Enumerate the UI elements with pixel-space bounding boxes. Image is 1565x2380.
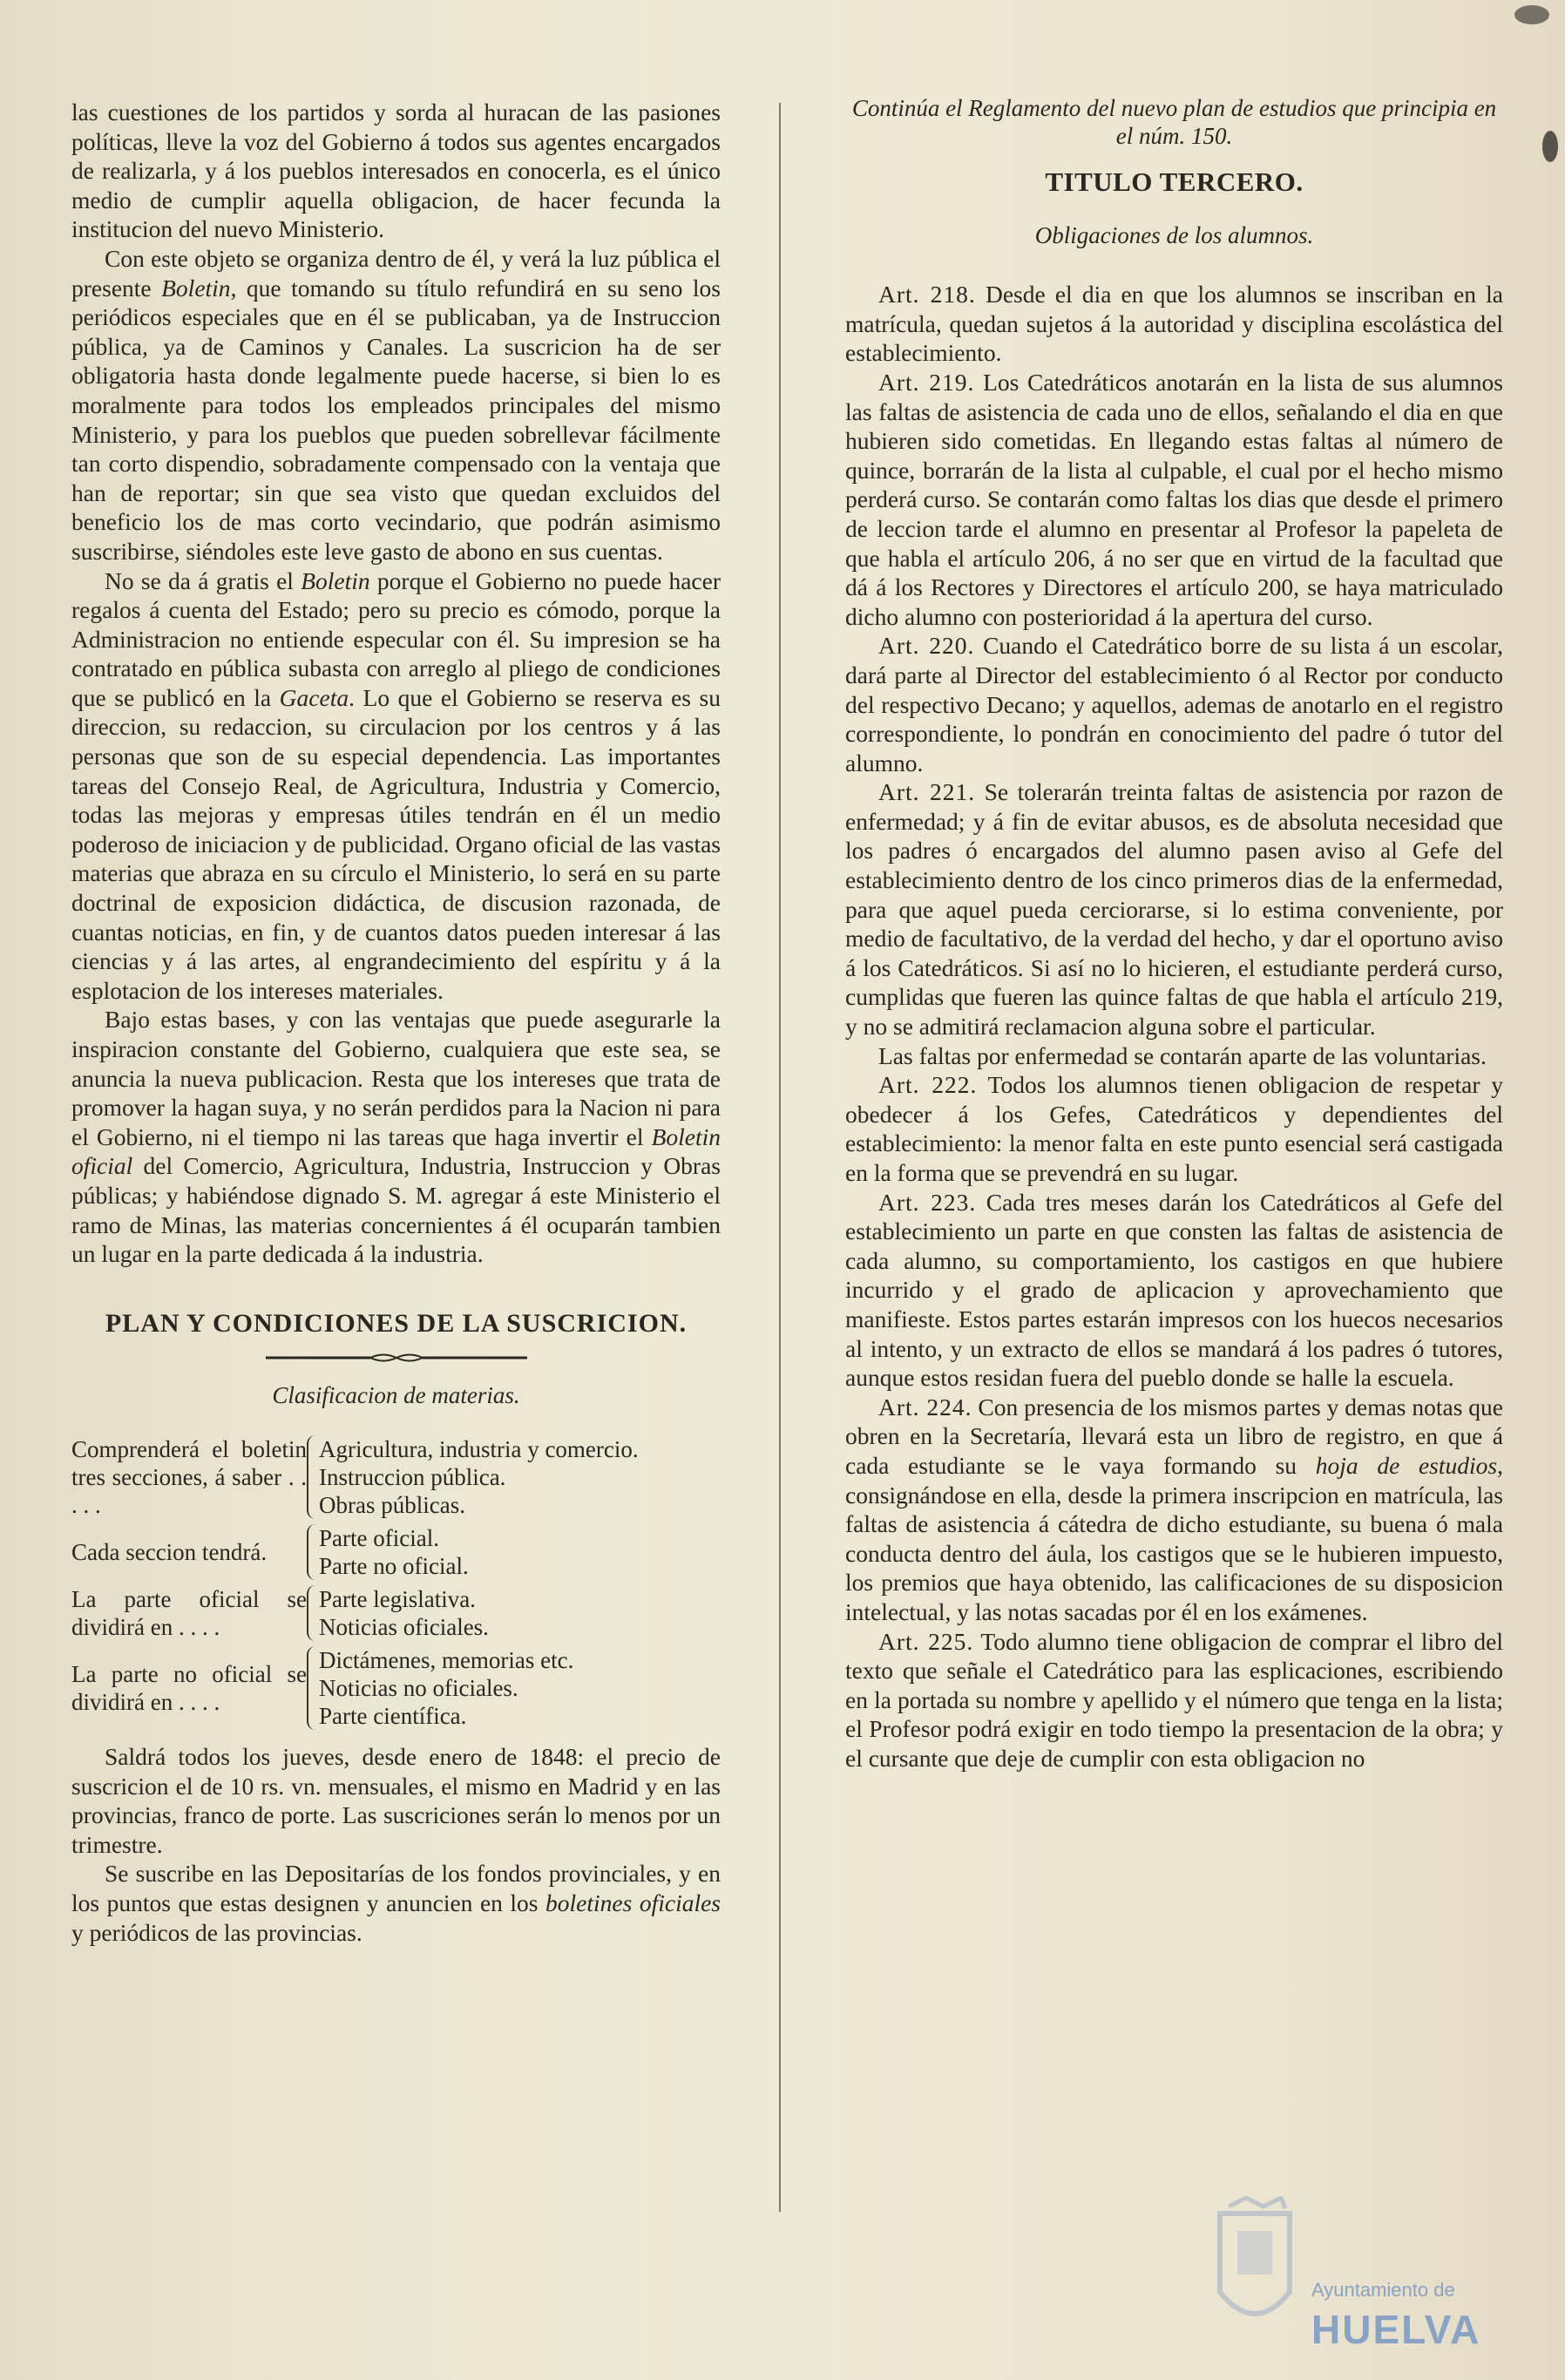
paragraph: Bajo estas bases, y con las ventajas que puede asegurarle la inspiracion constante del Gobierno, cualquiera que este sea, se anuncia la nueva publicacion. Resta que los intereses que trata de promover la hagan suya, y no serán perdidos para la Nacion ni para el Gobierno, ni el tiempo ni las tareas que haga invertir el Boletin oficial del Comercio, Agricultura, Industria, Instruccion y Obras públicas; y habiéndose dignado S. M. agregar á este Ministerio el ramo de Minas, las materias concernientes á él ocuparán tambien un lugar en la parte dedicada á la industria. bbox=[71, 1006, 721, 1268]
article-219: Art. 219. Los Catedráticos anotarán en la lista de sus alumnos las faltas de asistencia de cada uno de ellos, señalando el dia en que hubieren sido cometidas. En llegando estas faltas al número de quince, borrarán de la lista al culpable, el cual por el hecho mismo perderá curso. Se contarán como faltas los dias que desde el primero de leccion tarde el alumno en presentar al Profesor la papeleta de que habla el artículo 206, á no ser que en virtud de la facultad que dá á los Rectores y Directores el artículo 200, se haya matriculado dicho alumno con posterioridad á la apertura del curso. bbox=[845, 368, 1503, 630]
paragraph: Con este objeto se organiza dentro de él, y verá la luz pública el presente Boletin, que tomando su título refundirá en su seno los periódicos especiales que en él se publicaban, ya de Instruccion pública, ya de Caminos y Canales. La suscricion ha de ser obligatoria hasta donde legalmente puede hacerse, si bien lo es moralmente para todos los empleados principales del mismo Ministerio, y para los pueblos que pueden sobrellevar fácilmente tan corto dispendio, sobradamente compensado con la ventaja que han de reportar; sin que sea visto que quedan excluidos del beneficio los de mas corto vecindario, que podrán asimismo suscribirse, siéndoles este leve gasto de abono en sus cuentas. bbox=[71, 244, 722, 565]
classification-table bbox=[71, 1435, 721, 1735]
group-label: La parte oficial se dividirá en . . . . bbox=[71, 1585, 307, 1640]
article-224: Art. 224. Con presencia de los mismos partes y demas notas que obren en la Secretaría, llevará esta un libro de registro, en que á cada estudiante se le vaya formando su hoja de estudios, consignándose en ella, desde la primera inscripcion en matrícula, las faltas de asistencia á cátedra de dicho estudiante, su buena ó mala conducta dentro del áula, los castigos que se le hubieren impuesto, los premios que haya obtenido, las calificaciones de su disposicion intelectual, y las notas sacadas por él en los exámenes. bbox=[845, 1393, 1504, 1625]
article-221: Art. 221. Se tolerarán treinta faltas de asistencia por razon de enfermedad; y á fin de evitar abusos, es de absoluta necesidad que los padres ó encargados del alumno pasen aviso al Gefe del establecimiento dentro de los cinco primeros dias de la enfermedad, para que aquel pueda cerciorarse, si lo estima conveniente, por medio de facultativo, de la verdad del hecho, y dar el oportuno aviso á los Catedráticos. Si así no lo hicieren, el estudiante perderá curso, cumplidas que fueren las quince faltas de que habla el artículo 219, y no se admitirá reclamacion alguna sobre el particular. bbox=[845, 778, 1503, 1041]
group-items: Parte oficial. Parte no oficial. bbox=[319, 1524, 469, 1579]
section-subtitle: Obligaciones de los alumnos. bbox=[1034, 221, 1314, 248]
paragraph: Las faltas por enfermedad se contarán aparte de las voluntarias. bbox=[878, 1041, 1487, 1069]
paragraph: las cuestiones de los partidos y sorda al huracan de las pasiones políticas, lleve la voz del Gobierno á todos sus agentes encargados de realizarla, y á los pueblos interesados en conocerla, es el único medio de cumplir aquella obligacion, de hacer fecunda la institucion del nuevo Ministerio. bbox=[71, 98, 721, 243]
brace bbox=[307, 1435, 319, 1519]
ornament-divider bbox=[266, 1352, 527, 1364]
watermark-city: HUELVA bbox=[1311, 2307, 1481, 2352]
paragraph: Saldrá todos los jueves, desde enero de 1848: el precio de suscricion el de 10 rs. vn. mensuales, el mismo en Madrid y en las provincias, franco de porte. Las suscriciones serán lo menos por un trimestre. bbox=[71, 1742, 721, 1858]
brace bbox=[307, 1524, 319, 1580]
article-222: Art. 222. Todos los alumnos tienen obligacion de respetar y obedecer á los Gefes, Catedráticos y dependientes del establecimiento: la menor falta en este punto esencial será castigada en la forma que se prevendrá en su lugar. bbox=[845, 1071, 1503, 1186]
ink-smudge bbox=[1542, 131, 1558, 162]
paragraph: No se da á gratis el Boletin porque el Gobierno no puede hacer regalos á cuenta del Estado; pero su precio es cómodo, porque la Administracion no entiende especular con él. Su impresion se ha contratado en pública subasta con arreglo al pliego de condiciones que se publicó en la Gaceta. Lo que el Gobierno se reserva es su direccion, su redaccion, su circulacion por los centros y á las personas que son de su especial dependencia. Las importantes tareas del Consejo Real, de Agricultura, Industria y Comercio, todas las mejoras y empresas útiles tendrán en él un medio poderoso de iniciacion y de publicidad. Organo oficial de las vastas materias que abraza en su círculo el Ministerio, lo será en su parte doctrinal de exposicion didáctica, de discusion razonada, de cuantas noticias, en fin, y de cuantos datos pueden interesar á las ciencias y á las artes, al engrandecimiento del espíritu y á la esplotacion de los intereses materiales. bbox=[71, 566, 722, 1004]
continuation-note: Continúa el Reglamento del nuevo plan de estudios que principia en el núm. 150. bbox=[851, 95, 1497, 149]
brace bbox=[307, 1646, 319, 1730]
section-heading: PLAN Y CONDICIONES DE LA SUSCRICION. bbox=[105, 1308, 688, 1338]
classification-group bbox=[71, 1524, 721, 1585]
group-label: La parte no oficial se dividirá en . . . . bbox=[71, 1660, 307, 1715]
left-column bbox=[71, 98, 721, 1947]
ink-smudge bbox=[1514, 5, 1549, 24]
group-label: Cada seccion tendrá. bbox=[71, 1538, 268, 1565]
classification-group bbox=[71, 1646, 721, 1735]
group-label: Comprenderá el boletin tres secciones, á saber . . . . . bbox=[71, 1435, 307, 1518]
classification-heading: Clasificacion de materias. bbox=[272, 1382, 520, 1409]
section-title: TITULO TERCERO. bbox=[1045, 166, 1304, 197]
watermark-name: Ayuntamiento de bbox=[1311, 2279, 1455, 2301]
column-rule bbox=[779, 103, 781, 2212]
right-column bbox=[845, 95, 1504, 1773]
article-225: Art. 225. Todo alumno tiene obligacion de comprar el libro del texto que señale el Catedrático para las esplicaciones, escribiendo en la portada su nombre y apellido y el número que tenga en la lista; el Profesor podrá exigir en todo tiempo la presentacion de la obra; y el cursante que deje de cumplir con esta obligacion no bbox=[845, 1627, 1503, 1772]
group-items: Parte legislativa. Noticias oficiales. bbox=[319, 1585, 489, 1640]
article-220: Art. 220. Cuando el Catedrático borre de su lista á un escolar, dará parte al Director del establecimiento ó al Rector por conducto del respectivo Decano; y aquellos, ademas de anotarlo en el registro correspondiente, lo pondrán en conocimiento del padre ó tutor del alumno. bbox=[845, 632, 1504, 776]
classification-group bbox=[71, 1585, 721, 1646]
group-items: Agricultura, industria y comercio. Instruccion pública. Obras públicas. bbox=[319, 1435, 639, 1518]
paragraph: Se suscribe en las Depositarías de los fondos provinciales, y en los puntos que estas designen y anuncien en los boletines oficiales y periódicos de las provincias. bbox=[71, 1860, 722, 1946]
article-223: Art. 223. Cada tres meses darán los Catedráticos al Gefe del establecimiento un parte en que consten las faltas de asistencia de cada alumno, su comportamiento, los castigos en que hubiere incurrido y el grado de aplicacion y aprovechamiento que manifieste. Estos partes estarán impresos con los huecos necesarios al intento, y un extracto de ellos se mandará á los padres ó tutores, aunque estos residan fuera del pueblo donde se halle la escuela. bbox=[845, 1188, 1503, 1392]
classification-group bbox=[71, 1435, 721, 1524]
group-items: Dictámenes, memorias etc. Noticias no oficiales. Parte científica. bbox=[319, 1646, 574, 1729]
article-218: Art. 218. Desde el dia en que los alumnos se inscriban en la matrícula, quedan sujetos á la autoridad y disciplina escolástica del establecimiento. bbox=[845, 281, 1504, 367]
brace bbox=[307, 1585, 319, 1641]
